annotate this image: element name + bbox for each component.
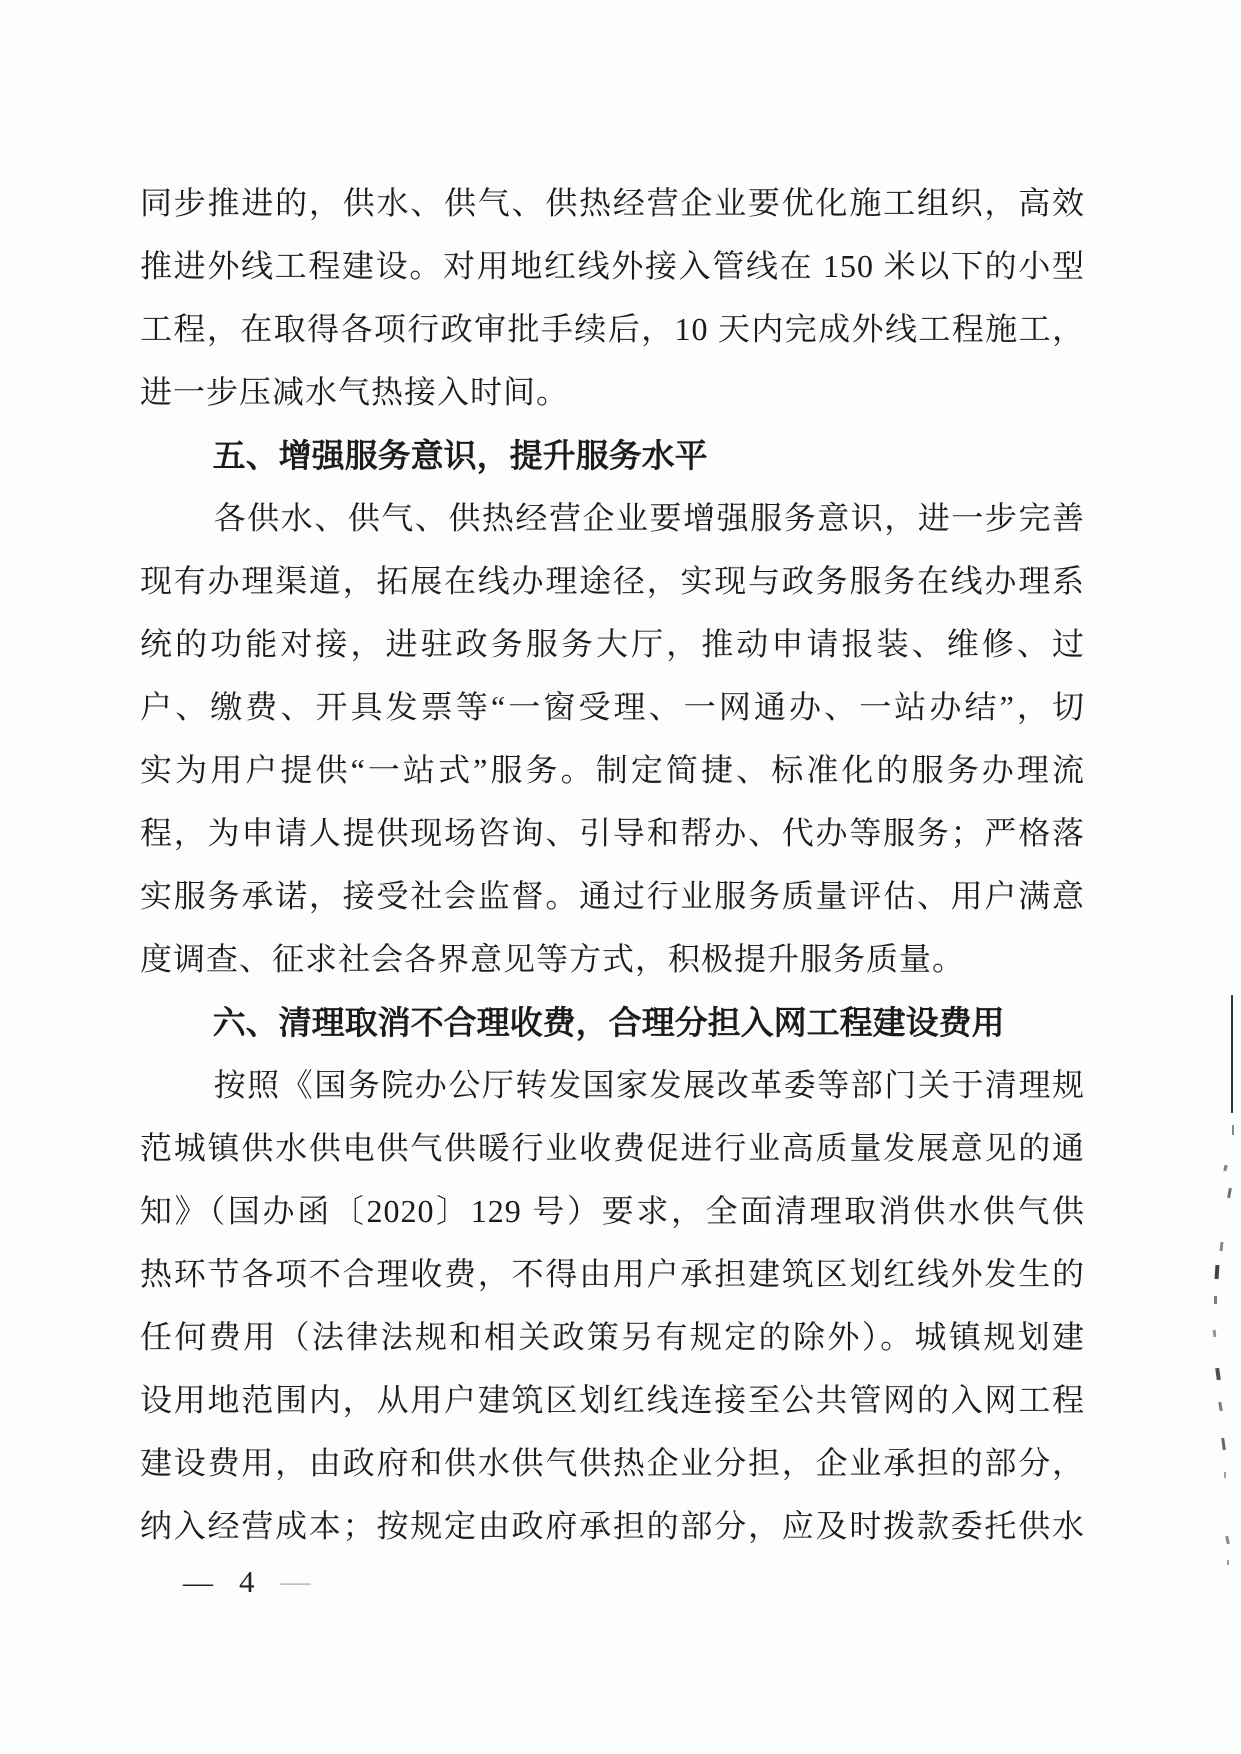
text-line: 实服务承诺，接受社会监督。通过行业服务质量评估、用户满意 xyxy=(140,878,1085,914)
scan-artifact-speck xyxy=(1224,1472,1226,1478)
scan-artifact-speck xyxy=(1213,1330,1217,1337)
text-line: 知》（国办函〔2020〕129 号）要求，全面清理取消供水供气供 xyxy=(140,1193,1085,1229)
footer-dash-left: — xyxy=(183,1566,213,1599)
text-line: 同步推进的，供水、供气、供热经营企业要优化施工组织，高效 xyxy=(140,185,1085,221)
scan-artifact-speck xyxy=(1227,1560,1229,1565)
scan-artifact-speck xyxy=(1227,1188,1232,1198)
text-line: 推进外线工程建设。对用地红线外接入管线在 150 米以下的小型 xyxy=(140,248,1085,284)
text-line: 范城镇供水供电供气供暖行业收费促进行业高质量发展意见的通 xyxy=(140,1130,1085,1166)
section-heading-five: 五、增强服务意识，提升服务水平 xyxy=(212,437,708,474)
footer-dash-right: — xyxy=(280,1572,311,1593)
text-line: 程，为申请人提供现场咨询、引导和帮办、代办等服务；严格落 xyxy=(140,815,1085,851)
text-line: 热环节各项不合理收费，不得由用户承担建筑区划红线外发生的 xyxy=(140,1256,1085,1292)
document-body xyxy=(140,172,1085,1558)
text-line: 任何费用（法律法规和相关政策另有规定的除外）。城镇规划建 xyxy=(140,1319,1085,1355)
text-line: 纳入经营成本；按规定由政府承担的部分，应及时拨款委托供水 xyxy=(140,1508,1085,1544)
text-line: 度调查、征求社会各界意见等方式，积极提升服务质量。 xyxy=(140,941,966,977)
scan-artifact-speck xyxy=(1218,1402,1223,1411)
scan-artifact-speck xyxy=(1214,1296,1217,1304)
text-line: 实为用户提供“一站式”服务。制定简捷、标准化的服务办理流 xyxy=(140,752,1085,788)
page-number: 4 xyxy=(239,1564,255,1599)
scan-artifact-vertical-line xyxy=(1232,1125,1234,1135)
scan-artifact-vertical-line xyxy=(1231,995,1233,1113)
scan-artifact-speck xyxy=(1215,1265,1220,1279)
scan-artifact-speck xyxy=(1221,1438,1226,1450)
text-line: 工程，在取得各项行政审批手续后，10 天内完成外线工程施工， xyxy=(140,311,1085,347)
page-footer xyxy=(183,1560,311,1604)
section-heading-six: 六、清理取消不合理收费，合理分担入网工程建设费用 xyxy=(212,1004,1005,1041)
text-line: 现有办理渠道，拓展在线办理途径，实现与政务服务在线办理系 xyxy=(140,563,1085,599)
text-line: 户、缴费、开具发票等“一窗受理、一网通办、一站办结”，切 xyxy=(140,689,1085,725)
text-line: 各供水、供气、供热经营企业要增强服务意识，进一步完善 xyxy=(213,500,1085,536)
text-line: 按照《国务院办公厅转发国家发展改革委等部门关于清理规 xyxy=(213,1067,1085,1103)
scan-artifact-speck xyxy=(1215,1368,1221,1380)
text-line: 设用地范围内，从用户建筑区划红线连接至公共管网的入网工程 xyxy=(140,1382,1085,1418)
scan-artifact-speck xyxy=(1225,1536,1230,1544)
text-line: 统的功能对接，进驻政务服务大厅，推动申请报装、维修、过 xyxy=(140,626,1085,662)
scan-artifact-speck xyxy=(1220,1242,1224,1251)
text-line: 进一步压减水气热接入时间。 xyxy=(140,374,570,410)
text-line: 建设费用，由政府和供水供气供热企业分担，企业承担的部分， xyxy=(140,1445,1085,1481)
scan-artifact-speck xyxy=(1223,1165,1227,1172)
